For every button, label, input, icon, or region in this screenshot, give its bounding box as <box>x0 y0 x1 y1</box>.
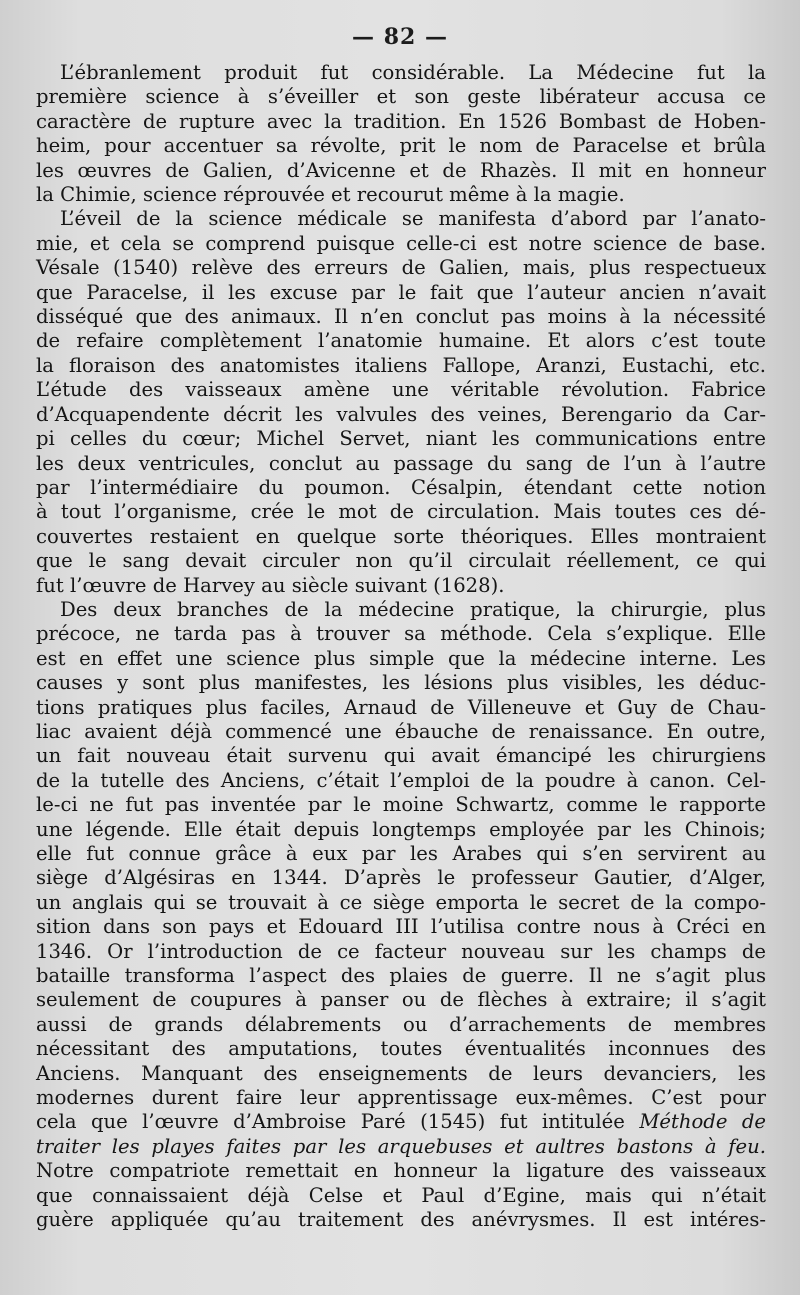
text-line: un anglais qui se trouvait à ce siège emporta le secret de la compo- <box>36 890 766 914</box>
text-line: elle fut connue grâce à eux par les Arabes qui s’en servirent au <box>36 842 766 865</box>
text-line: L’étude des vaisseaux amène une véritable révolution. Fabrice <box>36 378 766 402</box>
text-line: Vésale (1540) relève des erreurs de Galien, mais, plus respectueux <box>36 256 766 280</box>
text-line: tions pratiques plus faciles, Arnaud de Villeneuve et Guy de Chau- <box>36 695 766 719</box>
paragraph-2 <box>36 207 766 598</box>
text-line: Anciens. Manquant des enseignements de leurs devanciers, les <box>36 1061 766 1085</box>
text-line: guère appliquée qu’au traitement des anévrysmes. Il est intéres- <box>36 1208 766 1232</box>
text-line: précoce, ne tarda pas à trouver sa méthode. Cela s’explique. Elle <box>36 622 766 646</box>
text-line: seulement de coupures à panser ou de flèches à extraire; il s’agit <box>36 988 766 1012</box>
text-line: les deux ventricules, conclut au passage du sang de l’un à l’autre <box>36 451 766 475</box>
text-line: la floraison des anatomistes italiens Fallope, Aranzi, Eustachi, etc. <box>36 353 766 377</box>
paragraph-1 <box>36 61 766 207</box>
text-line: liac avaient déjà commencé une ébauche de renaissance. En outre, <box>36 719 766 743</box>
text-line: que le sang devait circuler non qu’il circulait réellement, ce qui <box>36 549 766 573</box>
text-line: à tout l’organisme, crée le mot de circulation. Mais toutes ces dé- <box>36 500 766 524</box>
text-line: que connaissaient déjà Celse et Paul d’Egine, mais qui n’était <box>36 1183 766 1207</box>
text-line: L’ébranlement produit fut considérable. La Médecine fut la <box>60 61 766 84</box>
text-line: Des deux branches de la médecine pratique, la chirurgie, plus <box>60 597 766 621</box>
text-line: couvertes restaient en quelque sorte théoriques. Elles montraient <box>36 524 766 548</box>
text-line <box>36 1135 766 1159</box>
text-line: de refaire complètement l’anatomie humaine. Et alors c’est toute <box>36 329 766 353</box>
text-line: caractère de rupture avec la tradition. En 1526 Bombast de Hoben- <box>36 109 766 133</box>
text-line <box>36 1110 766 1134</box>
text-line: les œuvres de Galien, d’Avicenne et de Rhazès. Il mit en honneur <box>36 158 766 182</box>
book-title-italic: Méthode de <box>639 1110 766 1134</box>
text-line: un fait nouveau était survenu qui avait émancipé les chirurgiens <box>36 744 766 768</box>
text-line: de la tutelle des Anciens, c’était l’emploi de la poudre à canon. Cel- <box>36 768 766 792</box>
text-line: modernes durent faire leur apprentissage eux-mêmes. C’est pour <box>36 1086 766 1110</box>
text-line: sition dans son pays et Edouard III l’utilisa contre nous à Créci en <box>36 915 766 939</box>
text-line-start: cela que l’œuvre d’Ambroise Paré (1545) fut intitulée <box>36 1110 640 1134</box>
text-line: disséqué que des animaux. Il n’en conclut pas moins à la nécessité <box>36 305 766 329</box>
text-line: bataille transforma l’aspect des plaies de guerre. Il ne s’agit plus <box>36 964 766 988</box>
page-number: — 82 — <box>352 24 448 50</box>
text-line: pi celles du cœur; Michel Servet, niant les communications entre <box>36 427 766 451</box>
text-line: première science à s’éveiller et son geste libérateur accusa ce <box>36 85 766 109</box>
paragraph-3 <box>36 598 766 1233</box>
text-line: une légende. Elle était depuis longtemps employée par les Chinois; <box>36 817 766 841</box>
text-line: que Paracelse, il les excuse par le fait que l’auteur ancien n’avait <box>36 280 766 304</box>
text-line: L’éveil de la science médicale se manifesta d’abord par l’anato- <box>60 207 766 231</box>
text-line: 1346. Or l’introduction de ce facteur nouveau sur les champs de <box>36 939 766 963</box>
text-line: siège d’Algésiras en 1344. D’après le professeur Gautier, d’Alger, <box>36 866 766 890</box>
text-line: mie, et cela se comprend puisque celle-ci est notre science de base. <box>36 231 766 255</box>
text-line: fut l’œuvre de Harvey au siècle suivant (1628). <box>36 573 505 597</box>
text-line: par l’intermédiaire du poumon. Césalpin, étendant cette notion <box>36 475 766 499</box>
body-text <box>36 61 766 1233</box>
text-line: nécessitant des amputations, toutes éventualités inconnues des <box>36 1037 766 1061</box>
text-line: d’Acquapendente décrit les valvules des veines, Berengario da Car- <box>36 402 766 426</box>
text-line: la Chimie, science réprouvée et recourut même à la magie. <box>36 183 625 207</box>
text-line: le-ci ne fut pas inventée par le moine Schwartz, comme le rapporte <box>36 793 766 817</box>
book-title-italic: traiter les playes faites par les arquebuses et aultres bastons à feu. <box>36 1134 766 1158</box>
text-line: est en effet une science plus simple que la médecine interne. Les <box>36 646 766 670</box>
text-line: heim, pour accentuer sa révolte, prit le nom de Paracelse et brûla <box>36 134 766 158</box>
text-line: aussi de grands délabrements ou d’arrachements de membres <box>36 1012 766 1036</box>
text-line: Notre compatriote remettait en honneur la ligature des vaisseaux <box>36 1159 766 1183</box>
text-line: causes y sont plus manifestes, les lésions plus visibles, les déduc- <box>36 671 766 695</box>
